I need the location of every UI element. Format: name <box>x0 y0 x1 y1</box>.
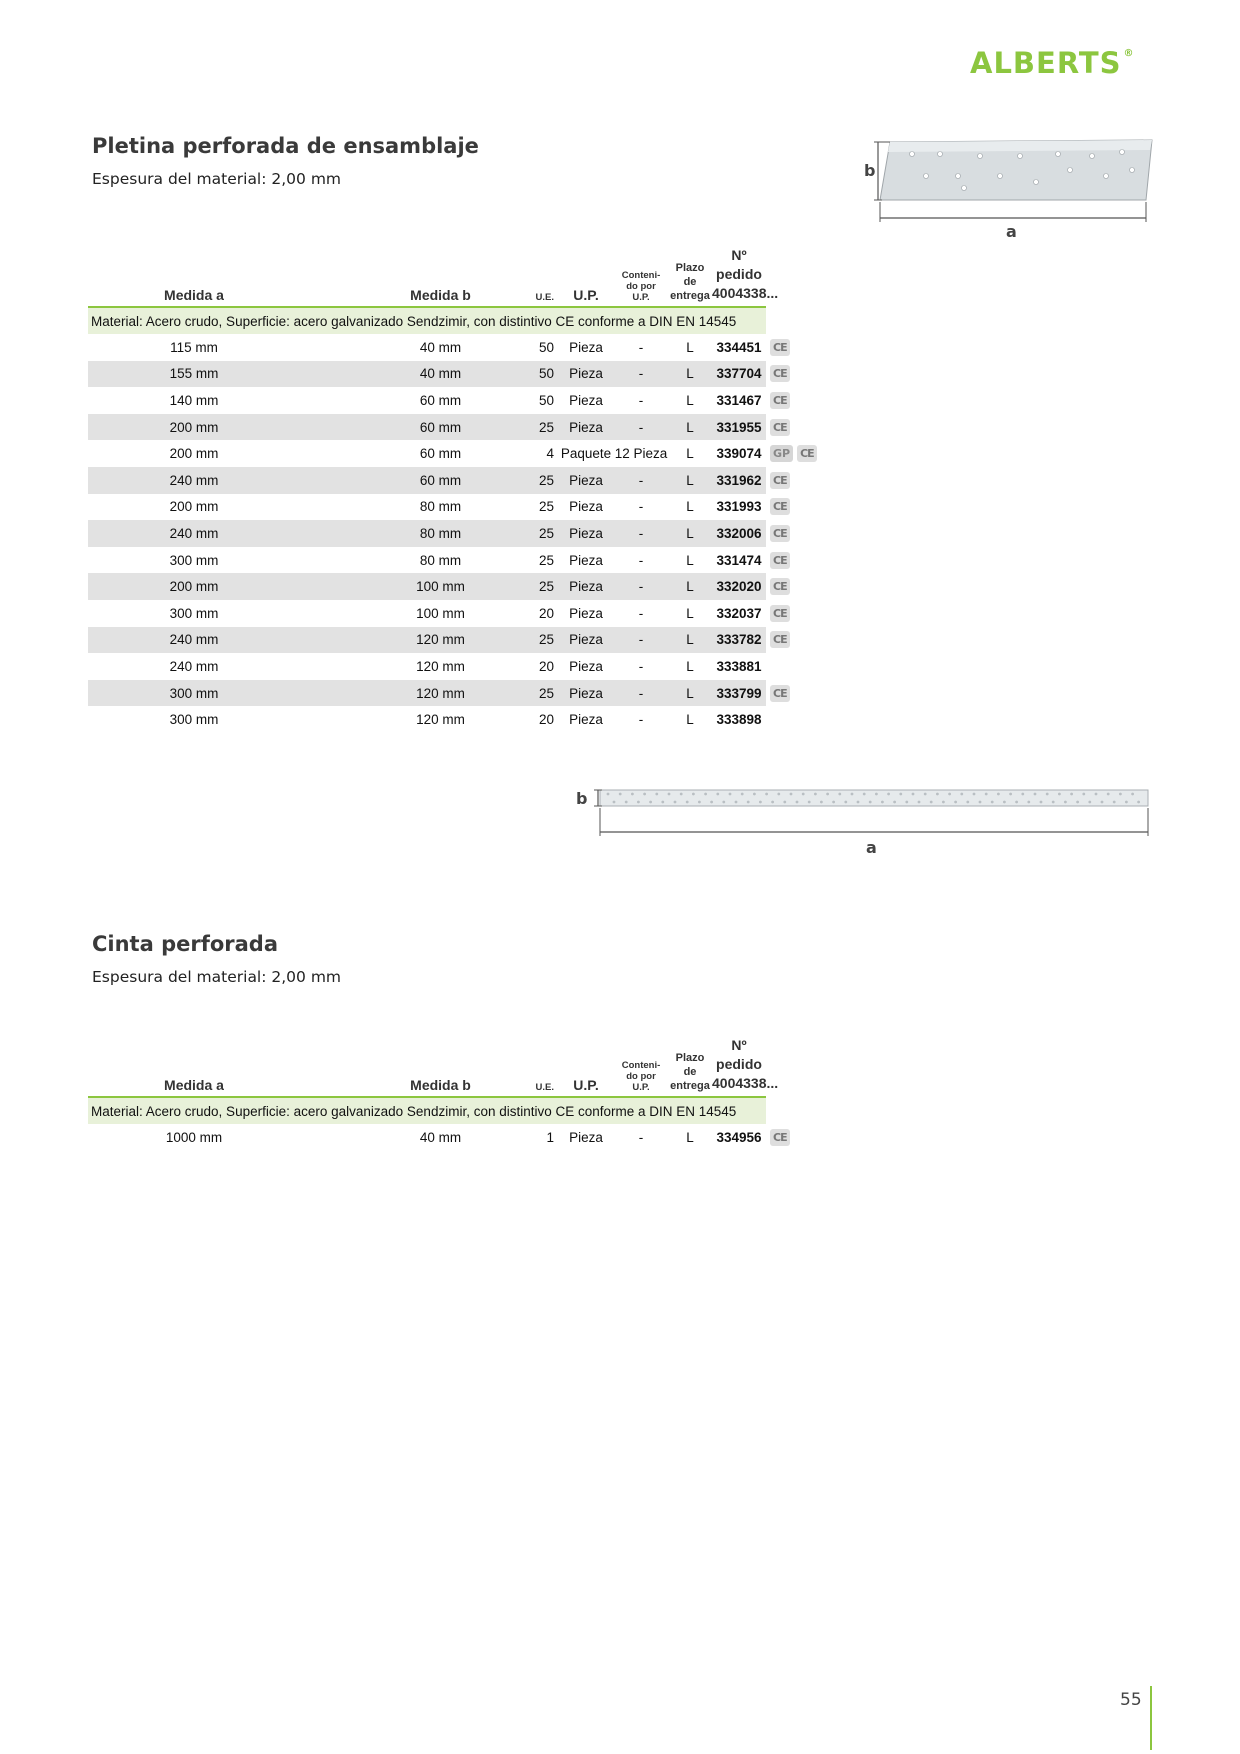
cell-plazo: L <box>668 627 712 654</box>
cell-up: Pieza <box>569 605 603 621</box>
ce-mark-icon: CE <box>770 419 790 436</box>
dimension-label-b: b <box>864 161 876 180</box>
cell-badges <box>766 467 844 494</box>
header-contenido: Conteni- do por U.P. <box>614 246 668 307</box>
cell-plazo: L <box>686 446 694 462</box>
cell-up: Pieza <box>558 573 614 600</box>
header-ue: U.E. <box>502 246 558 307</box>
cell-plazo: L <box>686 552 694 568</box>
cell-ue: 25 <box>502 520 558 547</box>
dimension-label-a: a <box>866 838 877 857</box>
cell-medida-b: 40 mm <box>419 1129 462 1145</box>
dimension-label-b: b <box>576 789 588 808</box>
cell-up: Pieza <box>558 520 614 547</box>
cell-medida-b: 40 mm <box>379 361 502 388</box>
cell-medida-a: 240 mm <box>169 658 219 674</box>
cell-ue: 1 <box>546 1129 554 1145</box>
header-medida-b: Medida b <box>379 1036 502 1097</box>
cell-pedido: 334956 <box>716 1129 762 1145</box>
cell-up: Pieza <box>569 339 603 355</box>
cell-medida-a: 200 mm <box>169 446 219 462</box>
cell-ue: 4 <box>546 446 554 462</box>
table-row <box>88 520 844 547</box>
table-row <box>88 387 844 414</box>
dimension-label-a: a <box>1006 222 1017 240</box>
cell-medida-b: 120 mm <box>416 712 465 728</box>
cell-badges <box>766 494 844 521</box>
table-row <box>88 494 844 521</box>
cell-medida-a: 1000 mm <box>165 1129 223 1145</box>
ce-mark-icon: CE <box>770 339 790 356</box>
cell-badges <box>766 547 844 574</box>
cell-ue: 50 <box>538 339 554 355</box>
cell-up: Pieza <box>569 552 603 568</box>
table-row <box>88 706 844 733</box>
cell-medida-b: 80 mm <box>379 520 502 547</box>
header-contenido: Conteni- do por U.P. <box>614 1036 668 1097</box>
cell-medida-a: 200 mm <box>132 573 256 600</box>
section-title-pletina: Pletina perforada de ensamblaje <box>92 134 479 158</box>
cell-contenido: - <box>614 680 668 707</box>
cell-badges <box>766 361 844 388</box>
cell-medida-a: 200 mm <box>169 499 219 515</box>
cell-medida-a: 300 mm <box>169 605 219 621</box>
cell-up: Pieza <box>569 499 603 515</box>
page-number: 55 <box>1120 1690 1142 1710</box>
cell-ue: 20 <box>538 712 554 728</box>
ce-mark-icon: CE <box>770 1129 790 1146</box>
cell-pedido: 337704 <box>712 361 766 388</box>
cell-badges <box>766 414 844 441</box>
table-row <box>88 334 844 361</box>
material-row: Material: Acero crudo, Superficie: acero galvanizado Sendzimir, con distintivo CE conforme a DIN EN 14545 <box>88 1097 766 1124</box>
table-row <box>88 627 844 654</box>
table-row <box>88 414 844 441</box>
cell-contenido: - <box>614 414 668 441</box>
cell-medida-a: 240 mm <box>132 520 256 547</box>
cell-contenido: - <box>638 499 644 515</box>
cell-badges <box>766 1124 844 1151</box>
header-plazo: Plazo de entrega <box>668 1036 712 1097</box>
cell-badges <box>766 680 844 707</box>
cell-pedido: 331474 <box>716 552 762 568</box>
table-row <box>88 653 844 680</box>
cell-up: Pieza <box>569 658 603 674</box>
cell-contenido: 12 Pieza <box>614 446 668 462</box>
cell-pedido: 331955 <box>712 414 766 441</box>
cell-badges <box>766 627 844 654</box>
cell-up: Pieza <box>558 361 614 388</box>
cell-ue: 20 <box>538 605 554 621</box>
cell-plazo: L <box>668 520 712 547</box>
ce-mark-icon: CE <box>770 472 790 489</box>
cell-plazo: L <box>686 339 694 355</box>
cell-pedido: 333782 <box>712 627 766 654</box>
cell-ue: 25 <box>502 467 558 494</box>
cell-plazo: L <box>668 467 712 494</box>
cell-plazo: L <box>686 392 694 408</box>
cell-contenido: - <box>614 361 668 388</box>
cell-plazo: L <box>668 414 712 441</box>
cell-plazo: L <box>668 573 712 600</box>
cell-medida-a: 300 mm <box>169 552 219 568</box>
cell-contenido: - <box>638 392 644 408</box>
cell-medida-a: 300 mm <box>169 712 219 728</box>
cell-plazo: L <box>686 658 694 674</box>
cell-ue: 25 <box>502 680 558 707</box>
table-row <box>88 547 844 574</box>
cell-medida-b: 60 mm <box>419 392 462 408</box>
cell-ue: 25 <box>538 499 554 515</box>
cell-ue: 25 <box>502 414 558 441</box>
cell-medida-a: 300 mm <box>132 680 256 707</box>
header-plazo: Plazo de entrega <box>668 246 712 307</box>
cell-pedido: 332006 <box>712 520 766 547</box>
material-row: Material: Acero crudo, Superficie: acero galvanizado Sendzimir, con distintivo CE conforme a DIN EN 14545 <box>88 307 766 334</box>
strip-dimension-drawing <box>570 780 1160 860</box>
cell-ue: 25 <box>502 627 558 654</box>
ce-mark-icon: CE <box>770 605 790 622</box>
cell-pedido: 333881 <box>716 658 762 674</box>
cell-pedido: 333898 <box>716 712 762 728</box>
header-pedido: Nº pedido 4004338... <box>712 1036 766 1097</box>
cell-contenido: - <box>638 552 644 568</box>
cell-medida-a: 240 mm <box>132 627 256 654</box>
cell-contenido: - <box>614 520 668 547</box>
cell-plazo: L <box>668 361 712 388</box>
cell-medida-b: 60 mm <box>379 467 502 494</box>
ce-mark-icon: CE <box>770 392 790 409</box>
cell-badges <box>766 334 844 361</box>
cell-pedido: 332037 <box>716 605 762 621</box>
cell-up: Pieza <box>558 680 614 707</box>
section-subtitle-pletina: Espesura del material: 2,00 mm <box>92 170 342 188</box>
cell-medida-b: 60 mm <box>379 414 502 441</box>
cell-pedido: 331962 <box>712 467 766 494</box>
cell-contenido: - <box>614 467 668 494</box>
table-row <box>88 467 844 494</box>
table-row <box>88 440 844 467</box>
section-subtitle-cinta: Espesura del material: 2,00 mm <box>92 968 342 986</box>
cell-pedido: 339074 <box>716 446 762 462</box>
section-title-cinta: Cinta perforada <box>92 932 279 956</box>
cell-medida-a: 200 mm <box>132 414 256 441</box>
cell-contenido: - <box>638 605 644 621</box>
cell-medida-b: 120 mm <box>416 658 465 674</box>
ce-mark-icon: CE <box>770 631 790 648</box>
header-medida-a: Medida a <box>132 246 256 307</box>
cell-contenido: - <box>638 339 644 355</box>
cell-ue: 50 <box>538 392 554 408</box>
cell-up: Pieza <box>569 712 603 728</box>
cell-plazo: L <box>668 680 712 707</box>
cell-up: Paquete <box>560 446 612 462</box>
cell-contenido: - <box>614 627 668 654</box>
header-up: U.P. <box>558 1036 614 1097</box>
cell-badges <box>766 520 844 547</box>
cell-pedido: 331467 <box>716 392 762 408</box>
header-medida-a: Medida a <box>132 1036 256 1097</box>
table-row <box>88 680 844 707</box>
cell-medida-a: 240 mm <box>132 467 256 494</box>
cell-medida-b: 80 mm <box>419 499 462 515</box>
cell-plazo: L <box>686 1129 694 1145</box>
ce-mark-icon: CE <box>797 445 817 462</box>
cell-badges <box>766 440 844 467</box>
ce-mark-icon: CE <box>770 685 790 702</box>
cell-plazo: L <box>686 605 694 621</box>
product-table-cinta <box>88 1036 844 1151</box>
cell-plazo: L <box>686 499 694 515</box>
cell-medida-b: 120 mm <box>379 627 502 654</box>
cell-medida-a: 140 mm <box>169 392 219 408</box>
ce-mark-icon: CE <box>770 578 790 595</box>
cell-medida-a: 115 mm <box>170 339 218 355</box>
table-row <box>88 1124 844 1151</box>
cell-up: Pieza <box>558 467 614 494</box>
cell-badges <box>766 706 844 733</box>
cell-ue: 20 <box>538 658 554 674</box>
header-medida-b: Medida b <box>379 246 502 307</box>
ce-mark-icon: CE <box>770 552 790 569</box>
ce-mark-icon: CE <box>770 498 790 515</box>
cell-badges <box>766 600 844 627</box>
cell-pedido: 332020 <box>712 573 766 600</box>
cell-medida-a: 155 mm <box>132 361 256 388</box>
cell-badges <box>766 653 844 680</box>
cell-up: Pieza <box>569 1129 603 1145</box>
cell-badges <box>766 573 844 600</box>
cell-ue: 25 <box>502 573 558 600</box>
cell-badges <box>766 387 844 414</box>
cell-contenido: - <box>638 658 644 674</box>
header-pedido: Nº pedido 4004338... <box>712 246 766 307</box>
cell-medida-b: 100 mm <box>379 573 502 600</box>
table-row <box>88 573 844 600</box>
cell-pedido: 334451 <box>716 339 762 355</box>
ce-mark-icon: CE <box>770 525 790 542</box>
cell-medida-b: 120 mm <box>379 680 502 707</box>
cell-contenido: - <box>638 1129 644 1145</box>
page-number-rule <box>1150 1686 1152 1750</box>
cell-pedido: 331993 <box>716 499 762 515</box>
cell-up: Pieza <box>558 627 614 654</box>
cell-contenido: - <box>614 573 668 600</box>
cell-medida-b: 60 mm <box>419 446 462 462</box>
cell-medida-b: 80 mm <box>419 552 462 568</box>
table-row <box>88 600 844 627</box>
cell-medida-b: 100 mm <box>416 605 465 621</box>
cell-medida-b: 40 mm <box>419 339 462 355</box>
cell-ue: 50 <box>502 361 558 388</box>
header-ue: U.E. <box>502 1036 558 1097</box>
header-up: U.P. <box>558 246 614 307</box>
cell-contenido: - <box>638 712 644 728</box>
gp-mark-icon: GP <box>770 445 793 462</box>
brand-logo: ALBERTS ® <box>970 46 1134 80</box>
product-table-pletina <box>88 246 844 733</box>
ce-mark-icon: CE <box>770 365 790 382</box>
cell-pedido: 333799 <box>712 680 766 707</box>
plate-dimension-drawing <box>860 130 1160 240</box>
cell-ue: 25 <box>538 552 554 568</box>
cell-plazo: L <box>686 712 694 728</box>
cell-up: Pieza <box>558 414 614 441</box>
cell-up: Pieza <box>569 392 603 408</box>
table-row <box>88 361 844 388</box>
